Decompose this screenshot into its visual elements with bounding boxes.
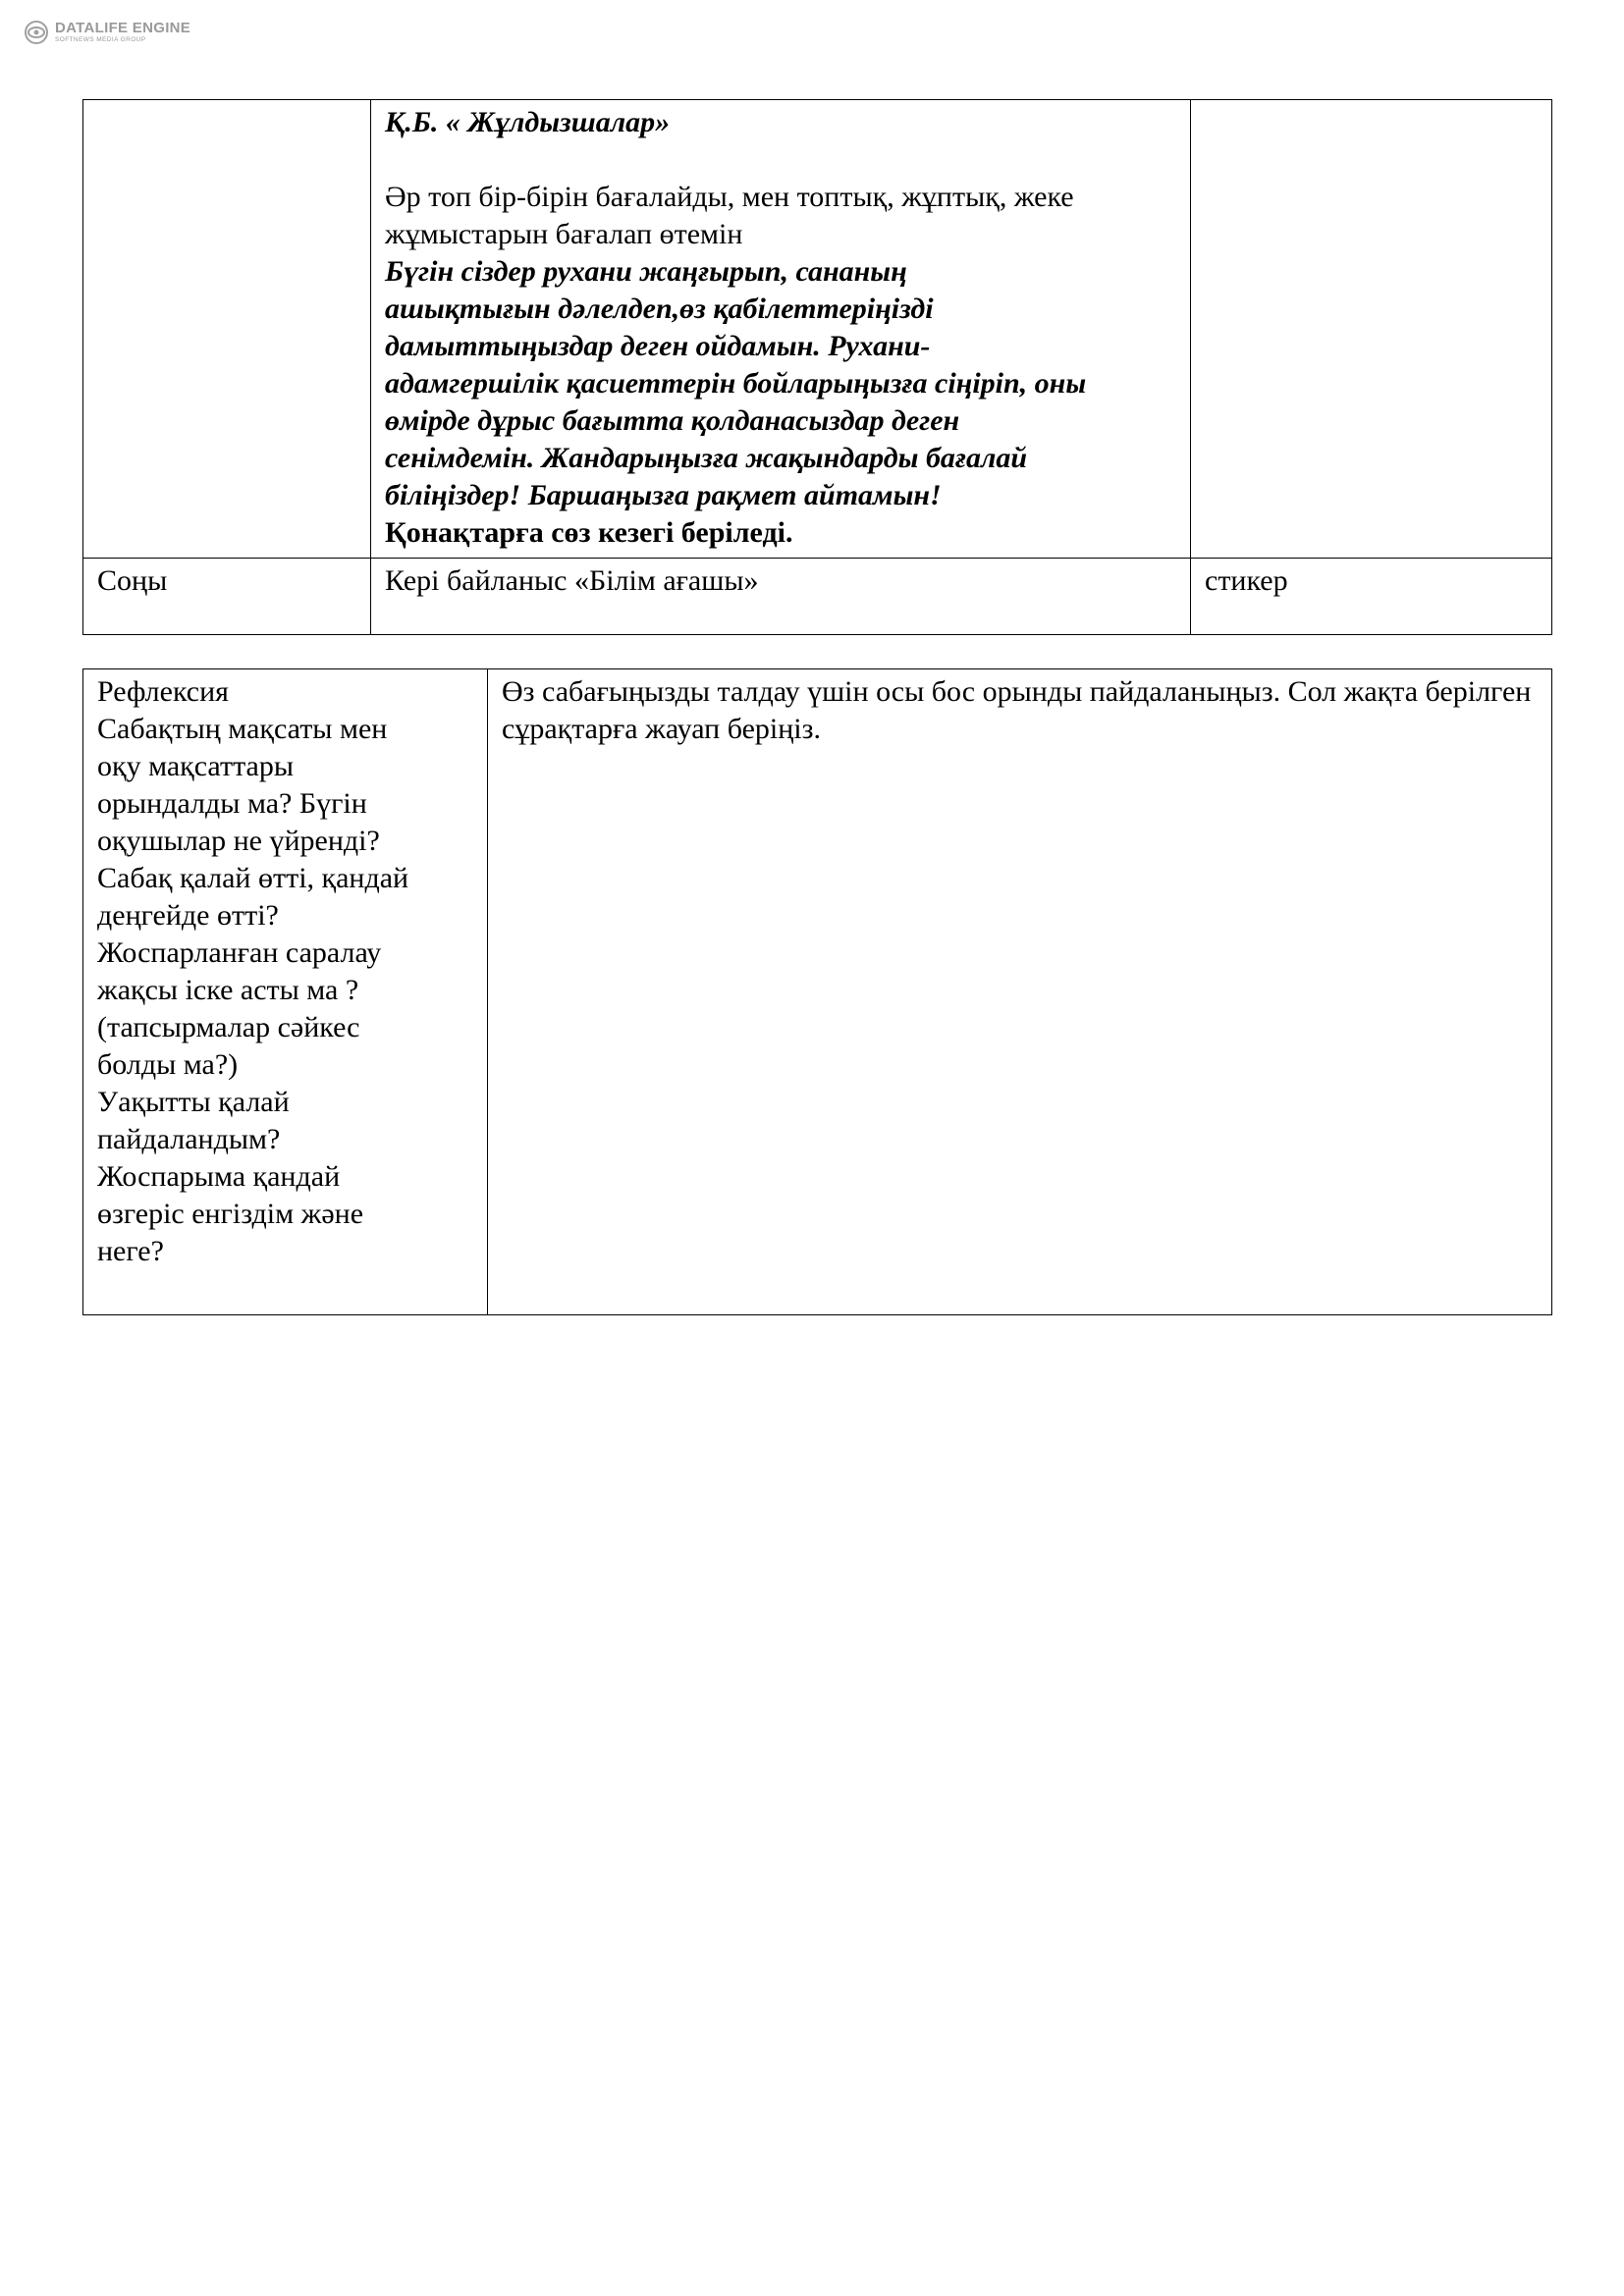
assessment-row: [83, 100, 1552, 559]
lesson-end-table: [82, 99, 1552, 635]
message-line: Бүгін сіздер рухани жаңғырып, сананың: [385, 255, 907, 288]
reflection-line: (тапсырмалар сәйкес: [97, 1011, 360, 1043]
guests-word-line: Қонақтарға сөз кезегі беріледі.: [385, 516, 793, 549]
reflection-line: Уақытты қалай: [97, 1086, 290, 1118]
reflection-line: Жоспарыма қандай: [97, 1160, 341, 1193]
watermark-title: DATALIFE ENGINE: [55, 20, 191, 37]
reflection-line: Жоспарланған саралау: [97, 936, 382, 969]
reflection-instructions: Өз сабағыңызды талдау үшін осы бос орынды пайдаланыңыз. Сол жақта берілген сұрақтарға жауап беріңіз.: [502, 675, 1532, 745]
reflection-line: оқушылар не үйренді?: [97, 825, 380, 857]
ending-row: [83, 559, 1552, 635]
reflection-questions: [97, 673, 473, 1270]
reflection-line: оқу мақсаттары: [97, 750, 295, 782]
message-line: біліңіздер! Баршаңызға рақмет айтамын!: [385, 479, 942, 511]
reflection-line: Сабақтың мақсаты мен: [97, 713, 388, 745]
spacer: [385, 141, 1176, 179]
assessment-heading: Қ.Б. « Жұлдызшалар»: [385, 106, 671, 138]
message-line: дамыттыңыздар деген ойдамын. Рухани-: [385, 330, 931, 362]
reflection-line: жақсы іске асты ма ?: [97, 974, 359, 1006]
assessment-cell: [371, 100, 1191, 559]
eye-logo-icon: [24, 20, 49, 45]
reflection-questions-cell: [83, 669, 488, 1315]
stage-cell-empty: [83, 100, 371, 559]
stage-cell: Соңы: [83, 559, 371, 635]
reflection-line: өзгеріс енгіздім және: [97, 1198, 364, 1230]
message-line: ашықтығын дәлелдеп,өз қабілеттеріңізді: [385, 293, 934, 325]
resource-cell-empty: [1191, 100, 1552, 559]
reflection-line: болды ма?): [97, 1048, 239, 1081]
watermark-subtitle: SOFTNEWS MEDIA GROUP: [55, 36, 146, 44]
assessment-text: Әр топ бір-бірін бағалайды, мен топтық, жұптық, жеке жұмыстарын бағалап өтемін: [385, 181, 1074, 250]
reflection-answer-cell[interactable]: [488, 669, 1552, 1315]
message-line: өмірде дұрыс бағытта қолданасыздар деген: [385, 404, 960, 437]
reflection-line: деңгейде өтті?: [97, 899, 279, 932]
reflection-row: [83, 669, 1552, 1315]
reflection-table: [82, 668, 1552, 1315]
reflection-line: Сабақ қалай өтті, қандай: [97, 862, 409, 894]
message-line: сенімдемін. Жандарыңызға жақындарды бағалай: [385, 442, 1028, 474]
reflection-line: орындалды ма? Бүгін: [97, 787, 367, 820]
activity-cell: Кері байланыс «Білім ағашы»: [371, 559, 1191, 635]
reflection-line: пайдаландым?: [97, 1123, 281, 1155]
reflection-line: неге?: [97, 1235, 164, 1267]
message-line: адамгершілік қасиеттерін бойларыңызға сіңіріп, оны: [385, 367, 1087, 400]
reflection-line: Рефлексия: [97, 675, 229, 708]
watermark-logo: [24, 20, 190, 45]
resource-cell: стикер: [1191, 559, 1552, 635]
closing-message: [385, 253, 1176, 514]
